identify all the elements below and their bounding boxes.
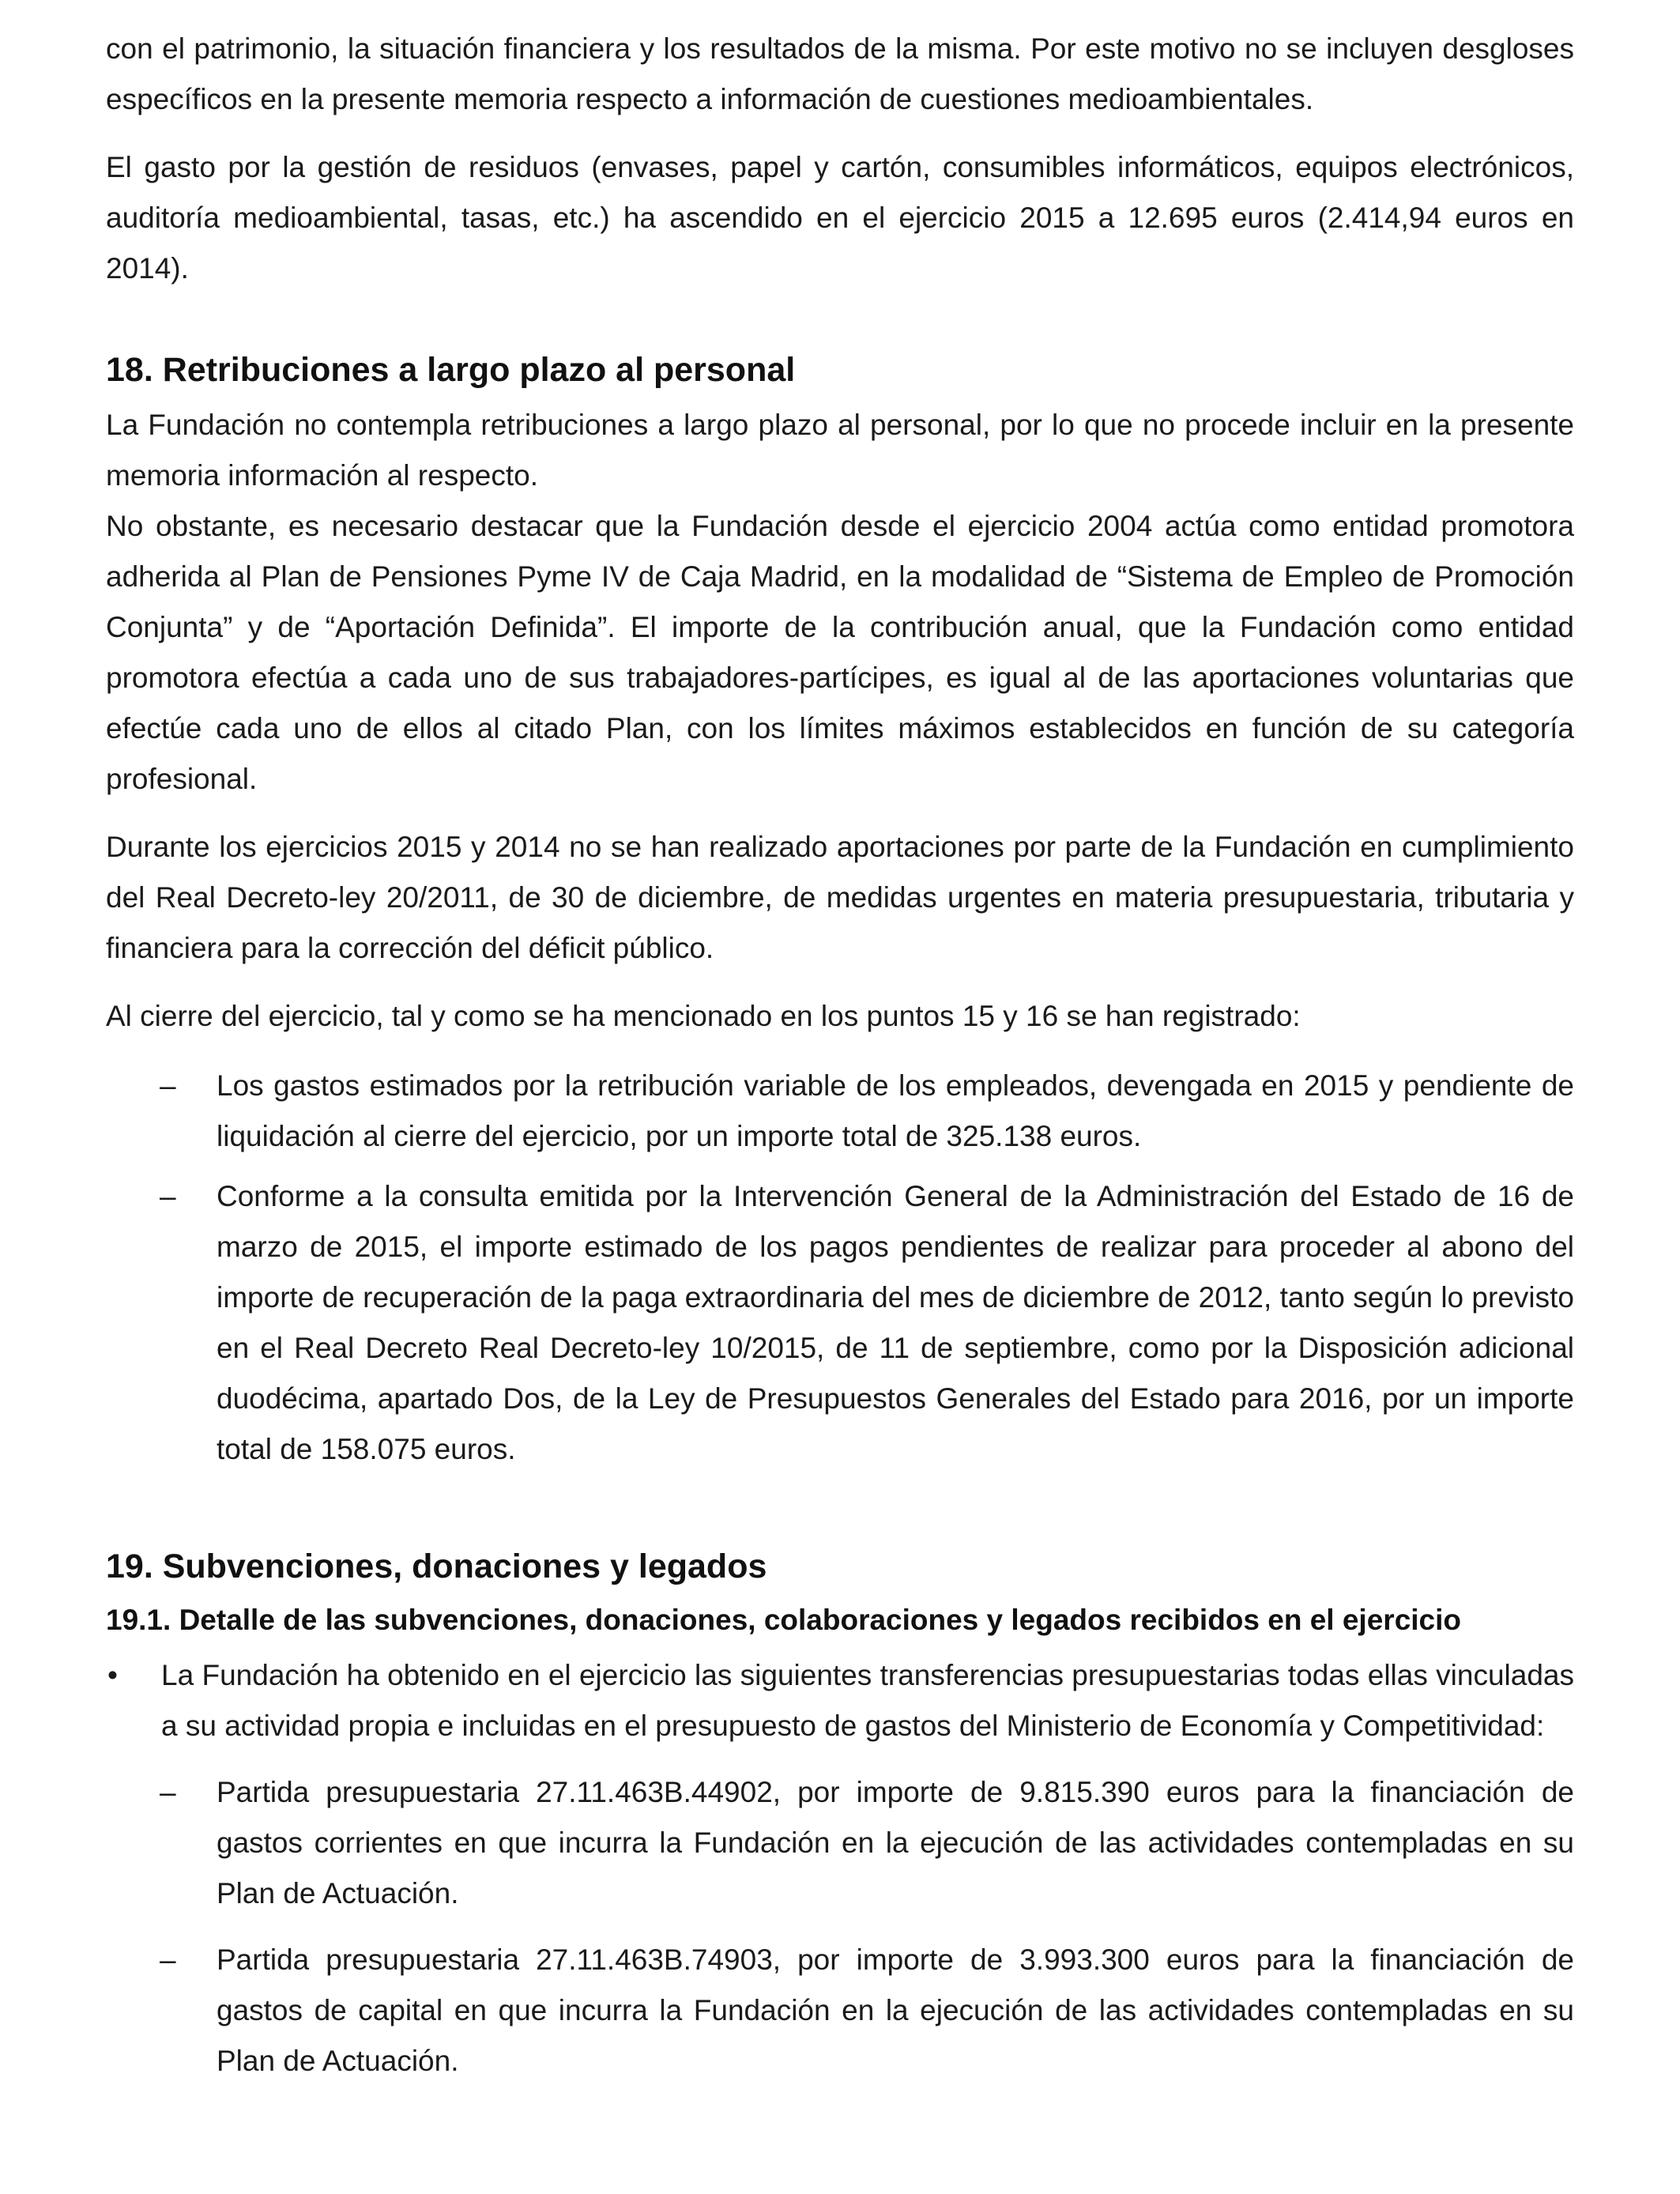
intro-paragraph-2: El gasto por la gestión de residuos (envases, papel y cartón, consumibles informáticos, equipos electrónicos, auditoría medioambiental, tasas, etc.) ha ascendido en el ejercicio 2015 a 12.695 euros (2.414,94 euros en 2014). — [106, 151, 1574, 285]
list-item — [106, 1171, 1574, 1475]
section-19-1-subheading: 19.1. Detalle de las subvenciones, donaciones, colaboraciones y legados recibidos en el ejercicio — [106, 1604, 1462, 1636]
dash-marker: – — [160, 1776, 176, 1808]
section-19-dash-list — [106, 1767, 1574, 2087]
list-item-text: La Fundación ha obtenido en el ejercicio las siguientes transferencias presupuestarias todas ellas vinculadas a su actividad propia e incluidas en el presupuesto de gastos del Ministerio de Economía y Competitividad: — [161, 1659, 1574, 1742]
section-18-list — [106, 1061, 1574, 1475]
intro-paragraph-1: con el patrimonio, la situación financiera y los resultados de la misma. Por este motivo no se incluyen desgloses específicos en la presente memoria respecto a información de cuestiones medioambientales. — [106, 32, 1574, 115]
section-18-heading: 18. Retribuciones a largo plazo al personal — [106, 351, 796, 389]
list-item-text: Conforme a la consulta emitida por la Intervención General de la Administración del Estado de 16 de marzo de 2015, el importe estimado de los pagos pendientes de realizar para proceder al abono del importe de recuperación de la paga extraordinaria del mes de diciembre de 2012, tanto según lo previsto en el Real Decreto Real Decreto-ley 10/2015, de 11 de septiembre, como por la Disposición adicional duodécima, apartado Dos, de la Ley de Presupuestos Generales del Estado para 2016, por un importe total de 158.075 euros. — [217, 1180, 1574, 1465]
section-19-bullet-list — [106, 1650, 1574, 1751]
section-19-heading: 19. Subvenciones, donaciones y legados — [106, 1547, 767, 1585]
list-item-text: Los gastos estimados por la retribución variable de los empleados, devengada en 2015 y pendiente de liquidación al cierre del ejercicio, por un importe total de 325.138 euros. — [217, 1069, 1574, 1152]
bullet-marker: • — [107, 1659, 118, 1691]
section-18-paragraph-3: Durante los ejercicios 2015 y 2014 no se han realizado aportaciones por parte de la Fundación en cumplimiento del Real Decreto-ley 20/2011, de 30 de diciembre, de medidas urgentes en materia presupuestaria, tributaria y financiera para la corrección del déficit público. — [106, 831, 1574, 964]
list-item-text: Partida presupuestaria 27.11.463B.74903, por importe de 3.993.300 euros para la financiación de gastos de capital en que incurra la Fundación en la ejecución de las actividades contempladas en su Plan de Actuación. — [217, 1943, 1574, 2077]
section-18-paragraph-2: No obstante, es necesario destacar que la Fundación desde el ejercicio 2004 actúa como entidad promotora adherida al Plan de Pensiones Pyme IV de Caja Madrid, en la modalidad de “Sistema de Empleo de Promoción Conjunta” y de “Aportación Definida”. El importe de la contribución anual, que la Fundación como entidad promotora efectúa a cada uno de sus trabajadores-partícipes, es igual al de las aportaciones voluntarias que efectúe cada uno de ellos al citado Plan, con los límites máximos establecidos en función de su categoría profesional. — [106, 510, 1574, 795]
list-item-text: Partida presupuestaria 27.11.463B.44902, por importe de 9.815.390 euros para la financiación de gastos corrientes en que incurra la Fundación en la ejecución de las actividades contempladas en su Plan de Actuación. — [217, 1776, 1574, 1909]
dash-marker: – — [160, 1069, 176, 1102]
list-item — [106, 1935, 1574, 2087]
list-item — [106, 1650, 1574, 1751]
section-18-paragraph-1: La Fundación no contempla retribuciones a largo plazo al personal, por lo que no procede incluir en la presente memoria información al respecto. — [106, 409, 1574, 492]
section-18-paragraph-4: Al cierre del ejercicio, tal y como se ha mencionado en los puntos 15 y 16 se han registrado: — [106, 1000, 1301, 1032]
document-page — [106, 24, 1574, 2087]
dash-marker: – — [160, 1943, 176, 1976]
list-item — [106, 1767, 1574, 1919]
dash-marker: – — [160, 1180, 176, 1212]
list-item — [106, 1061, 1574, 1162]
